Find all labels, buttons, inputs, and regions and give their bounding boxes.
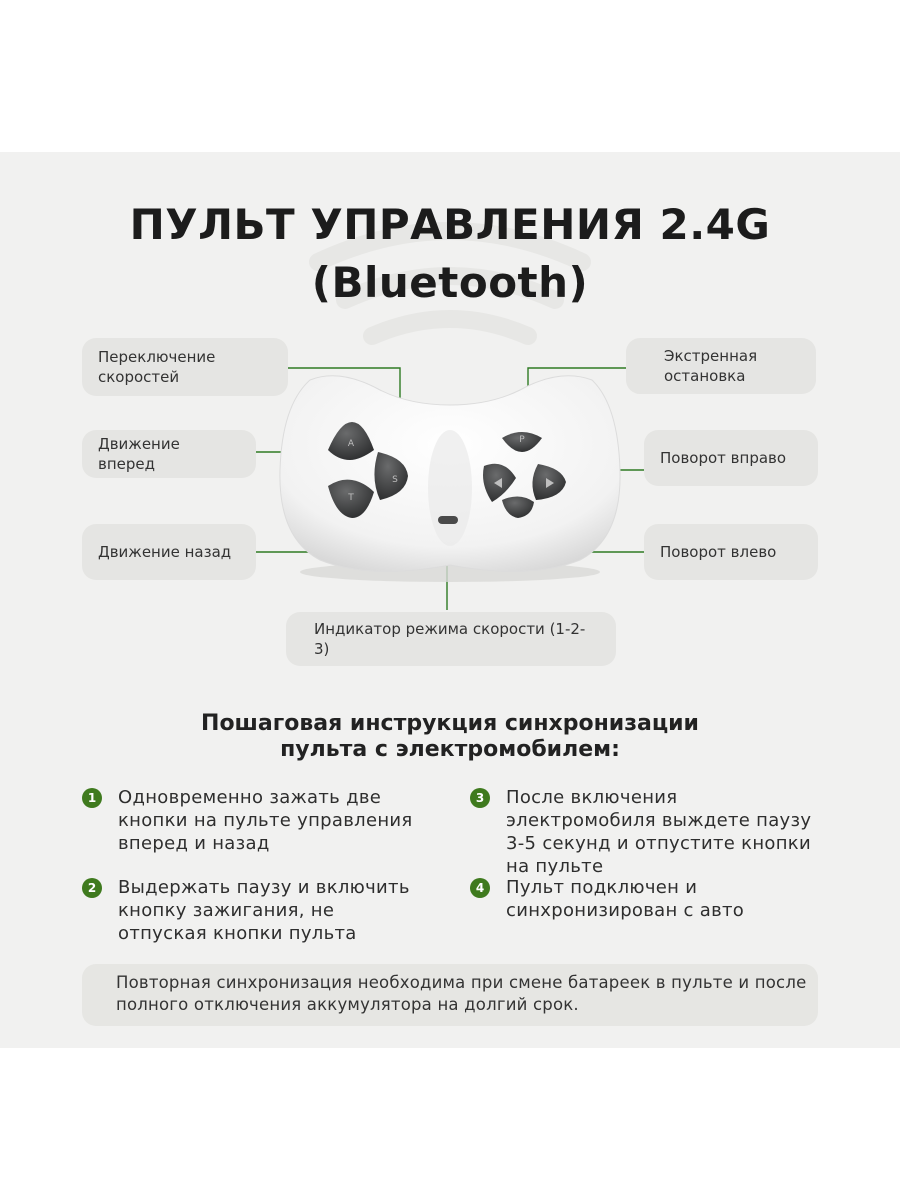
step-item	[470, 786, 830, 878]
instructions-heading-line2: пульта с электромобилем:	[280, 737, 620, 762]
step-item	[82, 786, 422, 855]
page-title: ПУЛЬТ УПРАВЛЕНИЯ 2.4G	[129, 200, 771, 249]
page-subtitle: (Bluetooth)	[311, 258, 589, 307]
instructions-heading-line1: Пошаговая инструкция синхронизации	[201, 711, 699, 736]
step-number-badge: 1	[82, 788, 102, 808]
callout-backward: Движение назад	[82, 524, 256, 580]
callout-speed-switch: Переключение скоростей	[82, 338, 288, 396]
button-glyph-speed: S	[392, 475, 398, 485]
callout-speed-indicator: Индикатор режима скорости (1-2-3)	[286, 612, 616, 666]
step-item	[82, 876, 422, 945]
callout-forward: Движение вперед	[82, 430, 256, 478]
step-number-badge: 2	[82, 878, 102, 898]
step-text: Пульт подключен и синхронизирован с авто	[506, 877, 745, 921]
callout-turn-right: Поворот вправо	[644, 430, 818, 486]
step-text: Выдержать паузу и включить кнопку зажигания, не отпуская кнопки пульта	[118, 877, 410, 944]
resync-note: Повторная синхронизация необходима при смене батареек в пульте и после полного отключения аккумулятора на долгий срок.	[82, 964, 818, 1026]
step-item	[470, 876, 770, 922]
callout-emergency-stop: Экстренная остановка	[626, 338, 816, 394]
step-text: Одновременно зажать две кнопки на пульте управления вперед и назад	[118, 787, 413, 854]
step-number-badge: 4	[470, 878, 490, 898]
button-glyph-up: A	[347, 439, 355, 449]
callout-turn-left: Поворот влево	[644, 524, 818, 580]
step-text: После включения электромобиля выждете паузу 3-5 секунд и отпустите кнопки на пульте	[506, 787, 812, 877]
button-glyph-down: T	[348, 493, 354, 503]
button-glyph-park: P	[519, 435, 525, 445]
remote-control	[270, 360, 630, 590]
step-number-badge: 3	[470, 788, 490, 808]
speed-indicator-led	[438, 516, 458, 524]
